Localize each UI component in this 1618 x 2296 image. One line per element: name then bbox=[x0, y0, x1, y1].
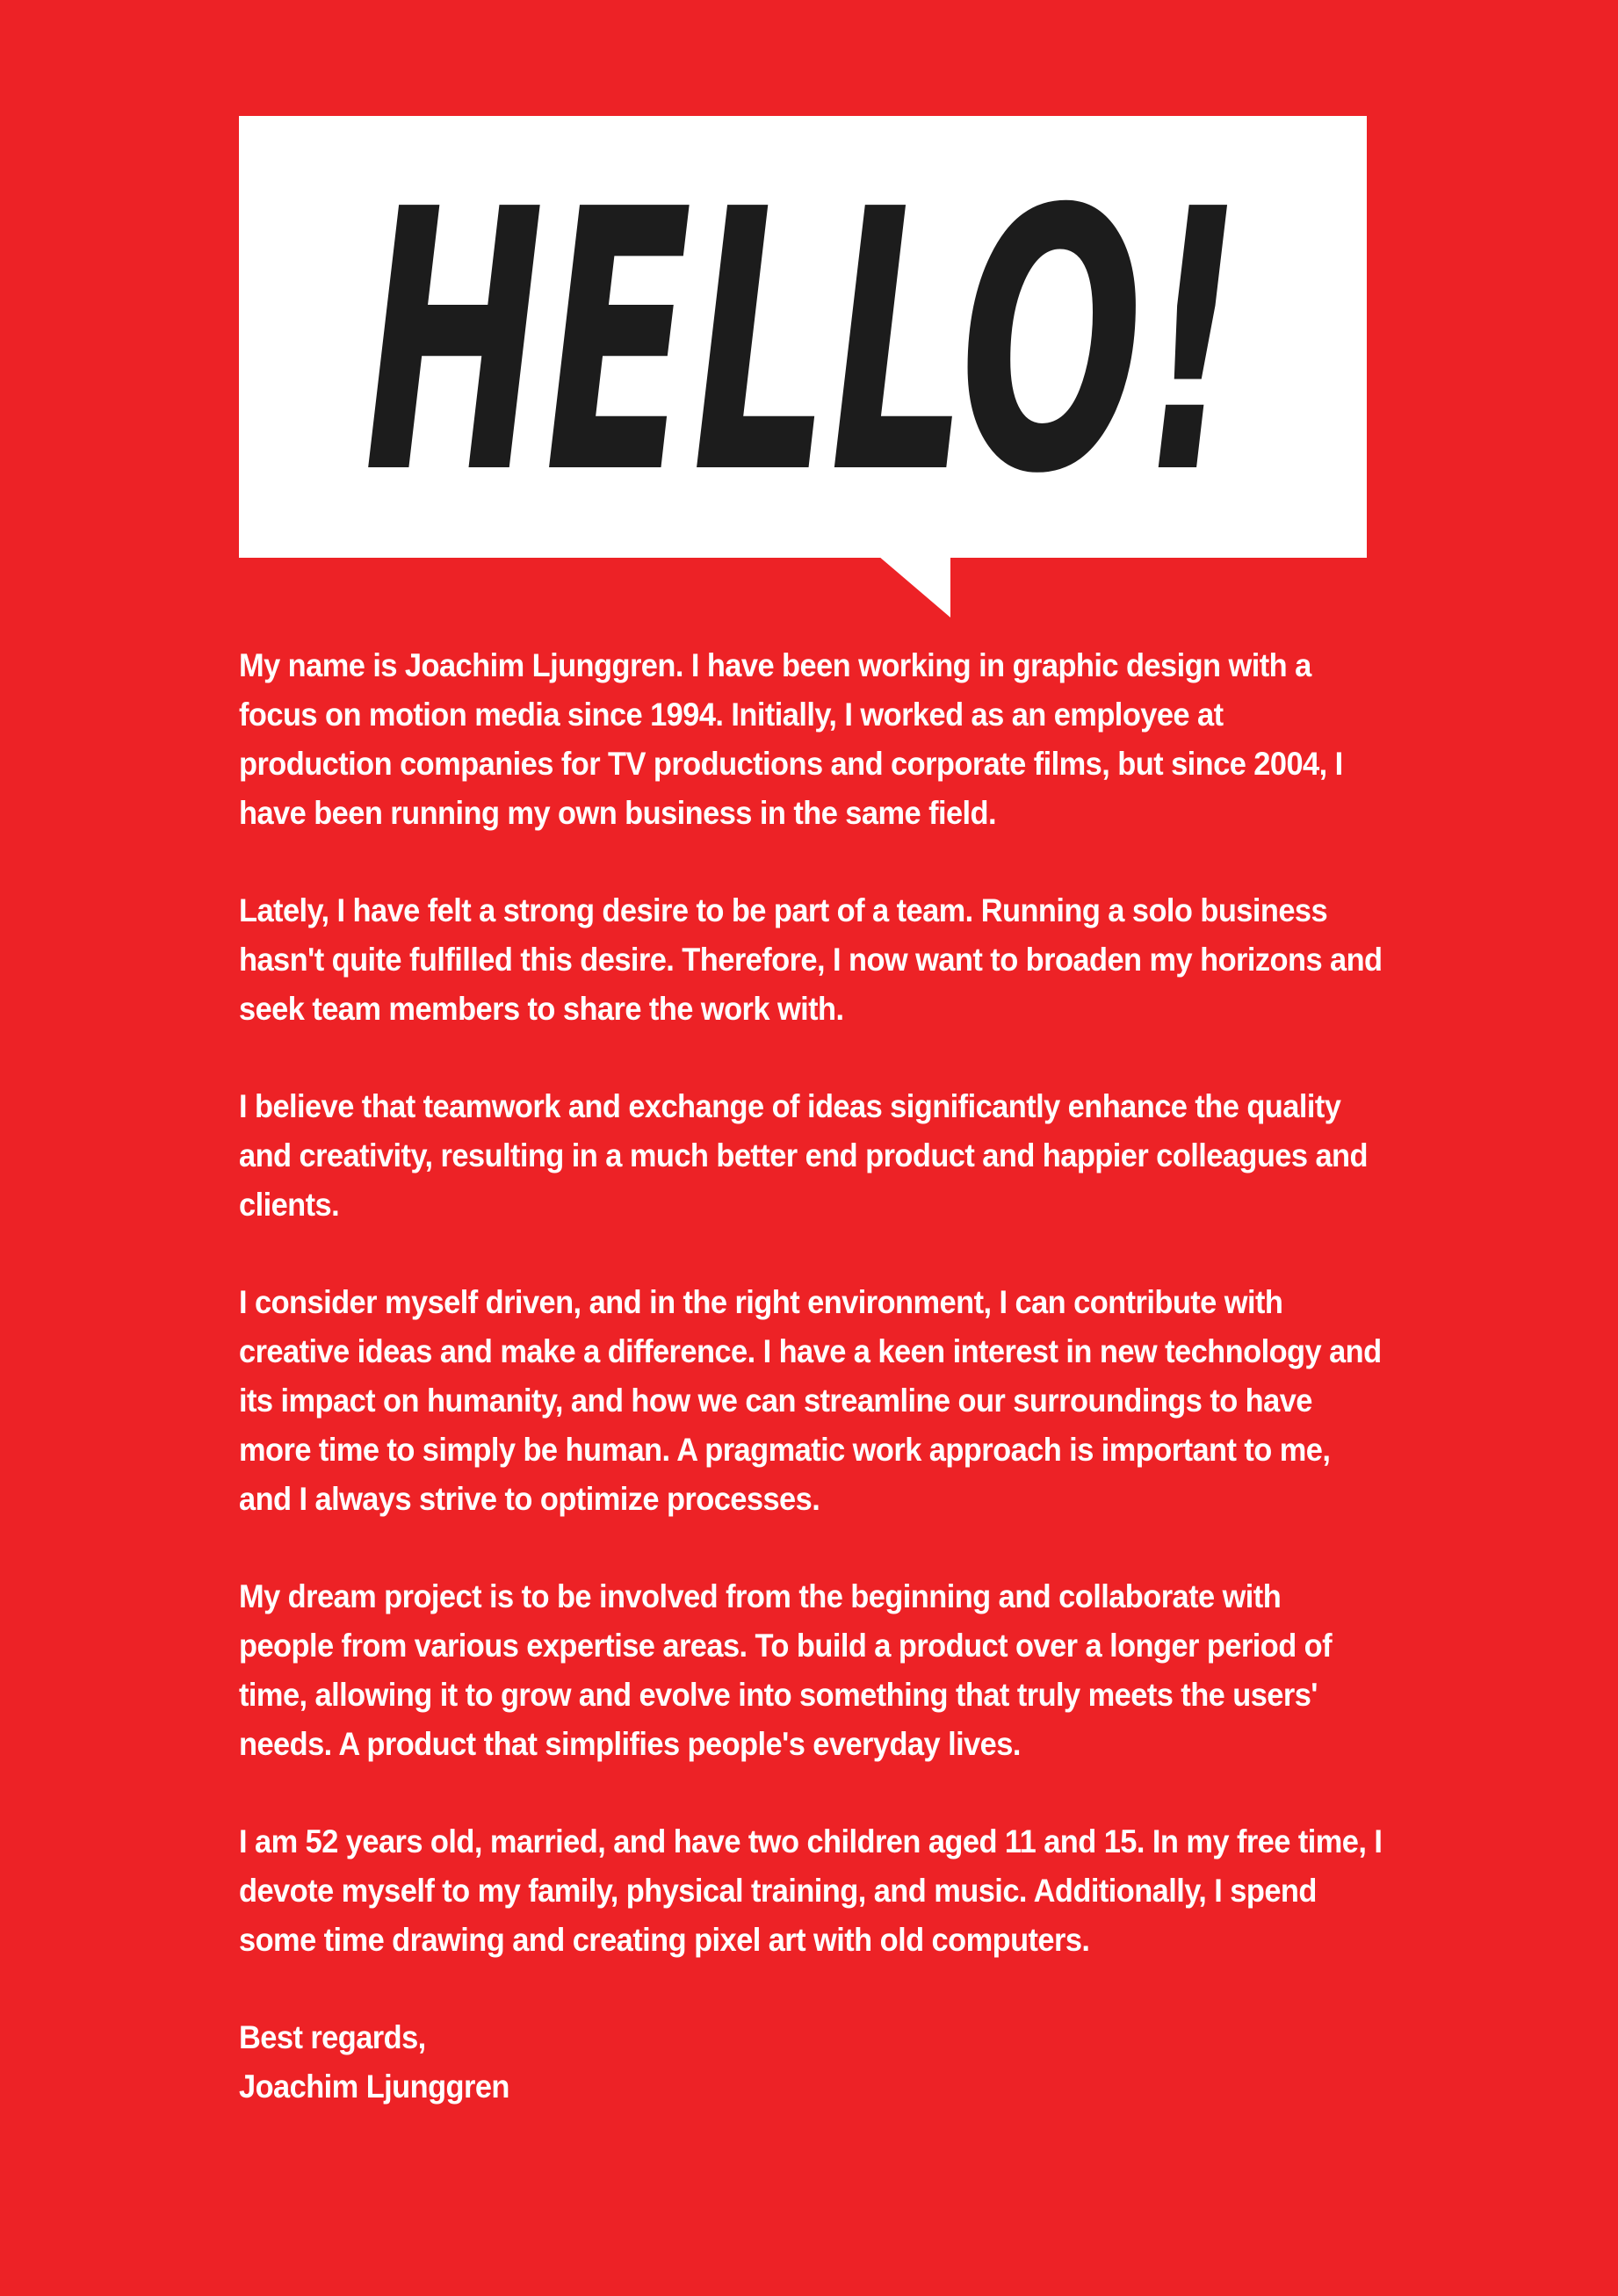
hello-heading-graphic bbox=[239, 116, 1367, 558]
letter-paragraph: I consider myself driven, and in the right environment, I can contribute with creative ideas and make a difference. I have a keen interest in new technology and its impact on humanity, and how we can streamline our surroundings to have more time to simply be human. A pragmatic work approach is important to me, and I always strive to optimize processes. bbox=[239, 1284, 1382, 1517]
letter-body bbox=[239, 641, 1398, 2112]
letter-paragraph: My name is Joachim Ljunggren. I have been working in graphic design with a focus on motion media since 1994. Initially, I worked as an employee at production companies for TV productions and corporate films, but since 2004, I have been running my own business in the same field. bbox=[239, 647, 1343, 831]
letter-closing bbox=[239, 2013, 1383, 2112]
closing-salutation: Best regards, bbox=[239, 2019, 426, 2055]
signature-name: Joachim Ljunggren bbox=[239, 2069, 509, 2105]
letter-paragraph: I am 52 years old, married, and have two children aged 11 and 15. In my free time, I devote myself to my family, physical training, and music. Additionally, I spend some time drawing and creating pixel art with old computers. bbox=[239, 1823, 1383, 1958]
hello-heading: HELLO! bbox=[364, 133, 1242, 552]
letter-paragraph: My dream project is to be involved from the beginning and collaborate with people from various expertise areas. To build a product over a longer period of time, allowing it to grow and evolve into something that truly meets the users' needs. A product that simplifies people's everyday lives. bbox=[239, 1578, 1333, 1762]
letter-paragraph: I believe that teamwork and exchange of ideas significantly enhance the quality and creativity, resulting in a much better end product and happier colleagues and clients. bbox=[239, 1088, 1368, 1223]
letter-paragraph: Lately, I have felt a strong desire to be part of a team. Running a solo business hasn't quite fulfilled this desire. Therefore, I now want to broaden my horizons and seek team members to share the work with. bbox=[239, 892, 1383, 1027]
speech-bubble-tail bbox=[878, 556, 950, 617]
